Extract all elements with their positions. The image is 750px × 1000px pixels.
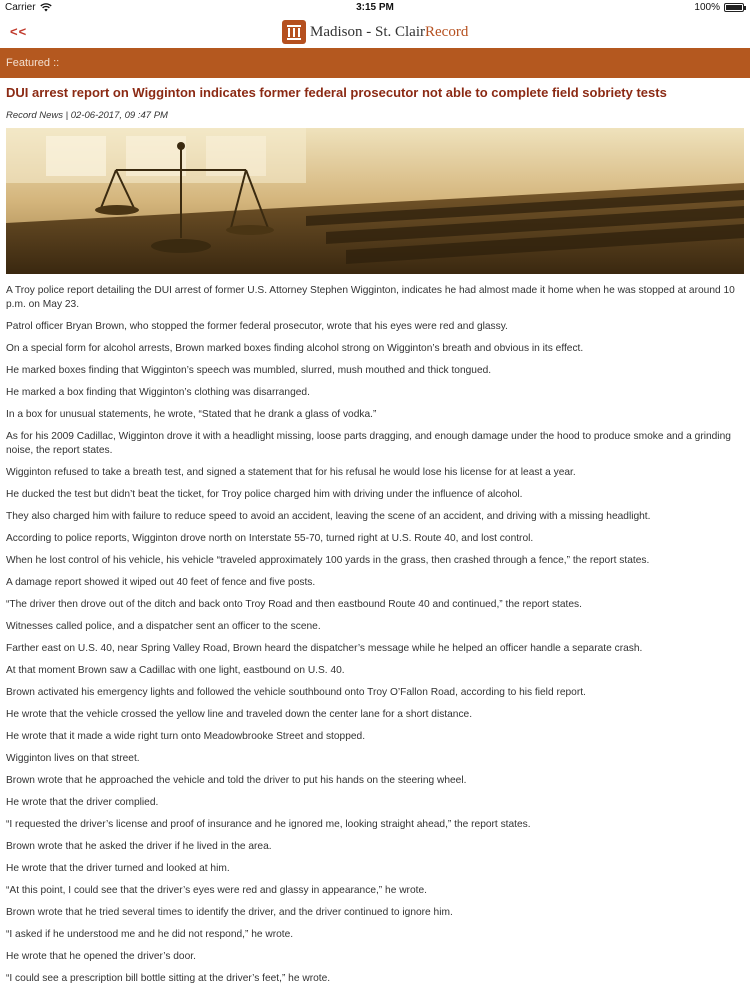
- article-paragraph: Brown wrote that he approached the vehicle and told the driver to put his hands on the steering wheel.: [6, 775, 467, 786]
- article-paragraph: A Troy police report detailing the DUI arrest of former U.S. Attorney Stephen Wigginton, indicates he had almost made it home when he was stopped at around 10 p.m. on May 23.: [6, 285, 735, 310]
- status-bar: [0, 0, 750, 16]
- section-label: Featured ::: [6, 57, 60, 69]
- article-paragraph: Brown wrote that he asked the driver if he lived in the area.: [6, 841, 272, 852]
- logo-text-accent: Record: [425, 23, 469, 40]
- article-headline: DUI arrest report on Wigginton indicates former federal prosecutor not able to complete field sobriety tests: [6, 85, 667, 100]
- article-paragraph: He marked a box finding that Wigginton’s clothing was disarranged.: [6, 387, 310, 398]
- article-paragraph: Brown wrote that he tried several times to identify the driver, and the driver continued to ignore him.: [6, 907, 453, 918]
- article-paragraph: As for his 2009 Cadillac, Wigginton drove it with a headlight missing, loose parts dragging, and enough damage under the hood to produce smoke and a grinding noise, the report states.: [6, 431, 731, 456]
- article: [6, 85, 744, 994]
- scales-of-justice-image: [6, 128, 744, 274]
- battery-percent: 100%: [694, 2, 720, 13]
- article-paragraph: Witnesses called police, and a dispatcher sent an officer to the scene.: [6, 621, 321, 632]
- article-paragraph: He wrote that the driver complied.: [6, 797, 159, 808]
- article-paragraph: In a box for unusual statements, he wrote, “Stated that he drank a glass of vodka.”: [6, 409, 377, 420]
- battery-icon: [724, 3, 744, 12]
- site-logo[interactable]: [282, 19, 468, 45]
- article-paragraph: He wrote that the vehicle crossed the yellow line and traveled down the center lane for a short distance.: [6, 709, 473, 720]
- article-paragraph: “I could see a prescription bill bottle sitting at the driver’s feet,” he wrote.: [6, 973, 331, 984]
- article-paragraph: Brown activated his emergency lights and followed the vehicle southbound onto Troy O’Fallon Road, according to his field report.: [6, 687, 586, 698]
- carrier-label: Carrier: [5, 2, 36, 13]
- article-paragraph: “I asked if he understood me and he did not respond,” he wrote.: [6, 929, 294, 940]
- article-body: [6, 284, 744, 986]
- pillar-logo-icon: [282, 20, 306, 44]
- article-byline: Record News | 02-06-2017, 09 :47 PM: [6, 110, 168, 121]
- article-paragraph: When he lost control of his vehicle, his vehicle “traveled approximately 100 yards in the grass, then crashed through a fence,” the report states.: [6, 555, 650, 566]
- article-paragraph: “The driver then drove out of the ditch and back onto Troy Road and then eastbound Route 40 and continued,” the report states.: [6, 599, 582, 610]
- nav-bar: [0, 16, 750, 48]
- logo-text-main: Madison - St. Clair: [310, 23, 425, 40]
- article-paragraph: He wrote that it made a wide right turn onto Meadowbrooke Street and stopped.: [6, 731, 366, 742]
- battery-group: [694, 2, 744, 13]
- article-paragraph: Patrol officer Bryan Brown, who stopped the former federal prosecutor, wrote that his eyes were red and glassy.: [6, 321, 508, 332]
- article-paragraph: He marked boxes finding that Wigginton’s speech was mumbled, slurred, mush mouthed and thick tongued.: [6, 365, 492, 376]
- hero-illustration: [6, 128, 744, 274]
- article-paragraph: Wigginton lives on that street.: [6, 753, 140, 764]
- article-paragraph: Farther east on U.S. 40, near Spring Valley Road, Brown heard the dispatcher’s message while he helped an officer handle a separate crash.: [6, 643, 643, 654]
- article-paragraph: On a special form for alcohol arrests, Brown marked boxes finding alcohol strong on Wigginton’s breath and obvious in its effect.: [6, 343, 584, 354]
- article-paragraph: He wrote that the driver turned and looked at him.: [6, 863, 230, 874]
- section-header: [0, 48, 750, 78]
- clock: 3:15 PM: [356, 2, 394, 13]
- back-button[interactable]: <<: [10, 24, 28, 39]
- article-paragraph: He wrote that he opened the driver’s door.: [6, 951, 196, 962]
- logo-wordmark: [310, 24, 468, 41]
- article-paragraph: “At this point, I could see that the driver’s eyes were red and glassy in appearance,” he wrote.: [6, 885, 427, 896]
- article-paragraph: Wigginton refused to take a breath test, and signed a statement that for his refusal he would lose his license for at least a year.: [6, 467, 576, 478]
- article-paragraph: “I requested the driver’s license and proof of insurance and he ignored me, looking straight ahead,” the report states.: [6, 819, 531, 830]
- article-paragraph: According to police reports, Wigginton drove north on Interstate 55-70, turned right at U.S. Route 40, and lost control.: [6, 533, 534, 544]
- article-paragraph: At that moment Brown saw a Cadillac with one light, eastbound on U.S. 40.: [6, 665, 345, 676]
- article-paragraph: They also charged him with failure to reduce speed to avoid an accident, leaving the scene of an accident, and driving with a missing headlight.: [6, 511, 651, 522]
- article-paragraph: A damage report showed it wiped out 40 feet of fence and five posts.: [6, 577, 316, 588]
- article-paragraph: He ducked the test but didn’t beat the ticket, for Troy police charged him with driving under the influence of alcohol.: [6, 489, 523, 500]
